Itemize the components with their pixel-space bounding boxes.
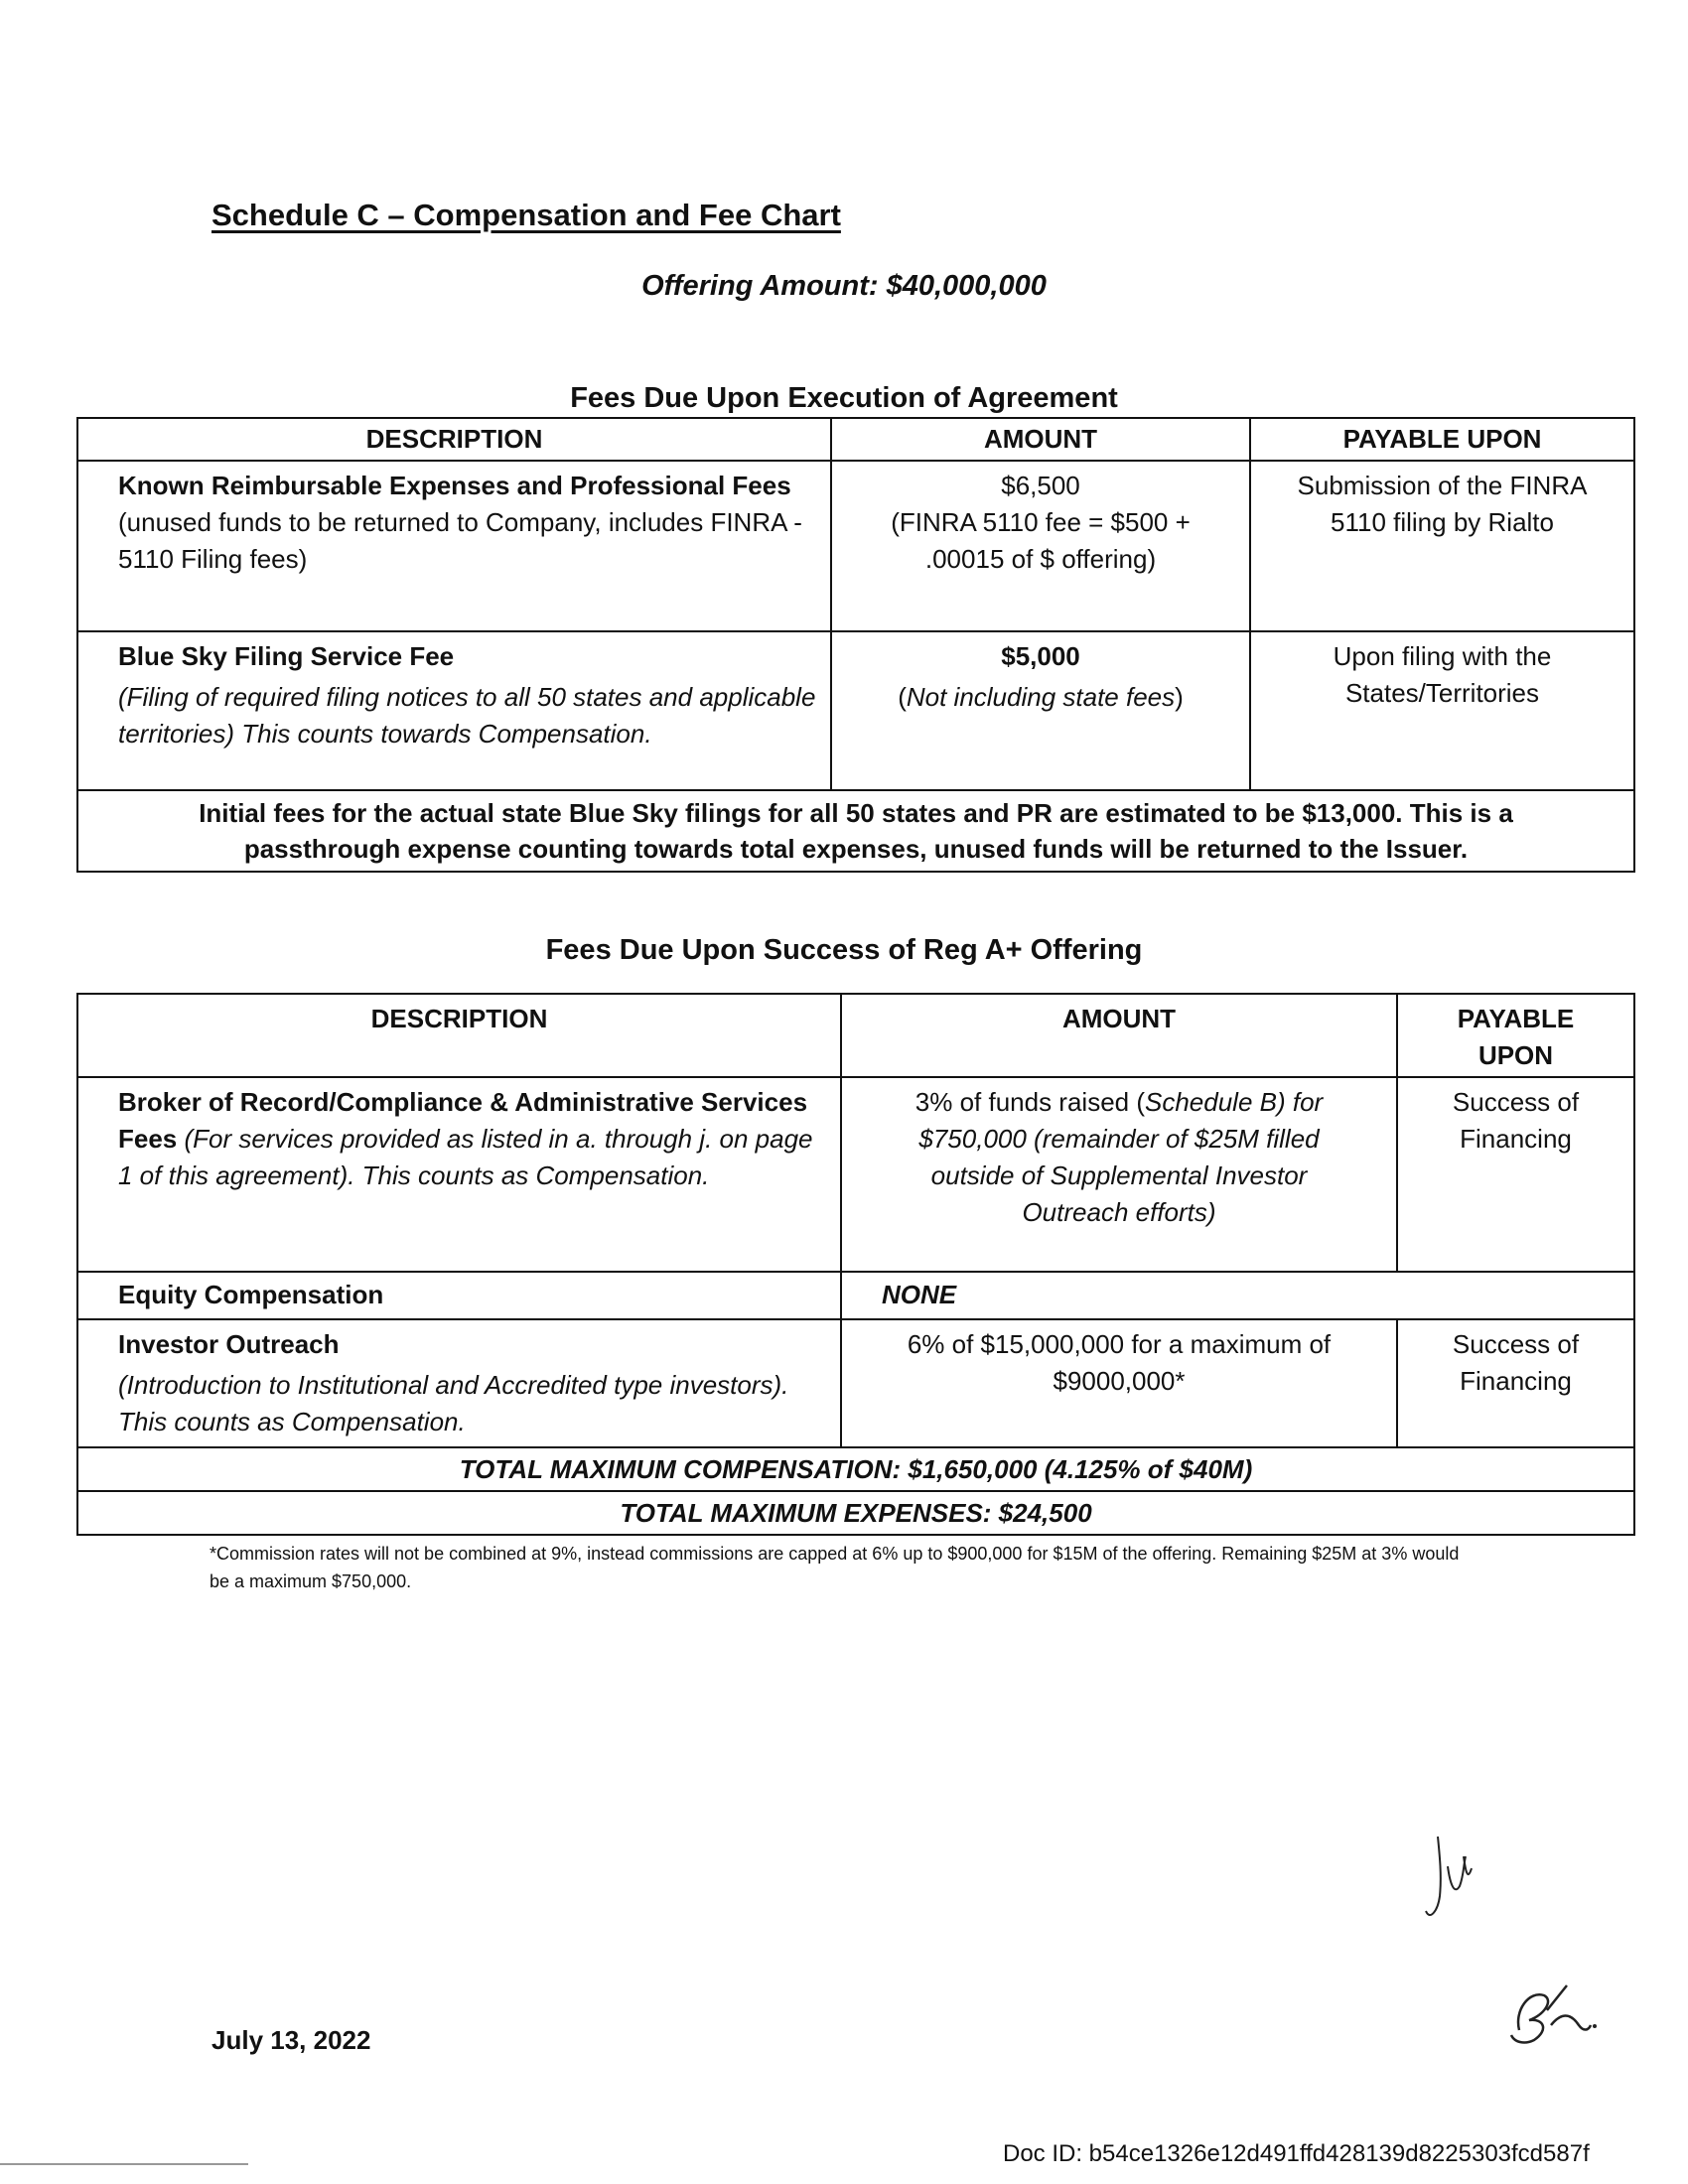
row-description-detail: (Introduction to Institutional and Accredited type investors). This counts as Compensation.: [118, 1370, 789, 1436]
row-amount-italic: Schedule B) for $750,000 (remainder of $25M filled outside of Supplemental Investor Outreach efforts): [918, 1087, 1324, 1227]
total-expenses-row: [77, 1491, 1634, 1535]
table-row: [77, 1319, 1634, 1447]
header-payable-upon: PAYABLE UPON: [1397, 994, 1634, 1077]
table1-caption: Fees Due Upon Execution of Agreement: [570, 382, 1118, 414]
row-description-title: Blue Sky Filing Service Fee: [118, 641, 455, 671]
paren-open: (: [898, 682, 907, 712]
success-fees-table: [76, 993, 1635, 1536]
row-description: [77, 1077, 841, 1272]
row-amount-detail-italic: Not including state fees: [906, 682, 1176, 712]
header-description: DESCRIPTION: [77, 418, 831, 461]
table-header-row: [77, 418, 1634, 461]
row-amount-detail: (FINRA 5110 fee = $500 + .00015 of $ offering): [891, 507, 1191, 574]
row-payable: Submission of the FINRA 5110 filing by Rialto: [1250, 461, 1634, 631]
row-description: [77, 1319, 841, 1447]
row-description-title: Known Reimbursable Expenses and Professional Fees: [118, 471, 791, 500]
initials-signature-icon: [1420, 1827, 1489, 1926]
row-amount: [831, 631, 1250, 790]
header-amount: AMOUNT: [831, 418, 1250, 461]
row-amount-main: $6,500: [1001, 471, 1080, 500]
blue-sky-note: Initial fees for the actual state Blue Sky filings for all 50 states and PR are estimated to be $13,000. This is a passthrough expense counting towards total expenses, unused funds will be returned to the Issuer.: [77, 790, 1634, 872]
schedule-title: Schedule C – Compensation and Fee Chart: [211, 198, 841, 232]
document-date: July 13, 2022: [211, 2025, 371, 2055]
offering-amount: Offering Amount: $40,000,000: [641, 270, 1047, 302]
row-description: [77, 631, 831, 790]
table-note-row: [77, 790, 1634, 872]
table-row: [77, 631, 1634, 790]
table2-caption: Fees Due Upon Success of Reg A+ Offering: [545, 934, 1143, 966]
paren-close: ): [1175, 682, 1184, 712]
row-amount: NONE: [841, 1272, 1634, 1319]
row-description-title: Equity Compensation: [77, 1272, 841, 1319]
table-header-row: [77, 994, 1634, 1077]
row-amount-text: 3% of funds raised (: [914, 1087, 1145, 1117]
row-description-detail: (Filing of required filing notices to all 50 states and applicable territories) This counts towards Compensation.: [118, 682, 816, 749]
row-payable: Success of Financing: [1397, 1077, 1634, 1272]
row-description-title: Broker of Record/Compliance & Administrative Services Fees: [118, 1087, 808, 1154]
row-amount: [841, 1077, 1397, 1272]
table-row: [77, 461, 1634, 631]
row-payable: Upon filing with the States/Territories: [1250, 631, 1634, 790]
table-row: [77, 1077, 1634, 1272]
row-amount: [831, 461, 1250, 631]
header-amount: AMOUNT: [841, 994, 1397, 1077]
row-description-title: Investor Outreach: [118, 1329, 340, 1359]
signature-mark-icon: [1489, 1971, 1599, 2060]
header-description: DESCRIPTION: [77, 994, 841, 1077]
row-amount-main: $5,000: [1001, 641, 1080, 671]
execution-fees-table: [76, 417, 1635, 873]
total-compensation: TOTAL MAXIMUM COMPENSATION: $1,650,000 (4.125% of $40M): [77, 1447, 1634, 1491]
row-description: [77, 461, 831, 631]
row-description-detail: (unused funds to be returned to Company, includes FINRA - 5110 Filing fees): [118, 507, 802, 574]
total-expenses: TOTAL MAXIMUM EXPENSES: $24,500: [77, 1491, 1634, 1535]
row-description-detail: (For services provided as listed in a. through j. on page 1 of this agreement). This counts as Compensation.: [118, 1124, 813, 1190]
table-row: [77, 1272, 1634, 1319]
commission-footnote: *Commission rates will not be combined at 9%, instead commissions are capped at 6% up to $900,000 for $15M of the offering. Remaining $25M at 3% would be a maximum $750,000.: [210, 1544, 1460, 1591]
header-payable-upon: PAYABLE UPON: [1250, 418, 1634, 461]
row-payable: Success of Financing: [1397, 1319, 1634, 1447]
row-amount: 6% of $15,000,000 for a maximum of $9000,000*: [841, 1319, 1397, 1447]
doc-id: Doc ID: b54ce1326e12d491ffd428139d8225303fcd587f: [1003, 2140, 1590, 2167]
footer-divider: [0, 2163, 248, 2165]
row-amount-detail: [842, 679, 1239, 716]
total-compensation-row: [77, 1447, 1634, 1491]
